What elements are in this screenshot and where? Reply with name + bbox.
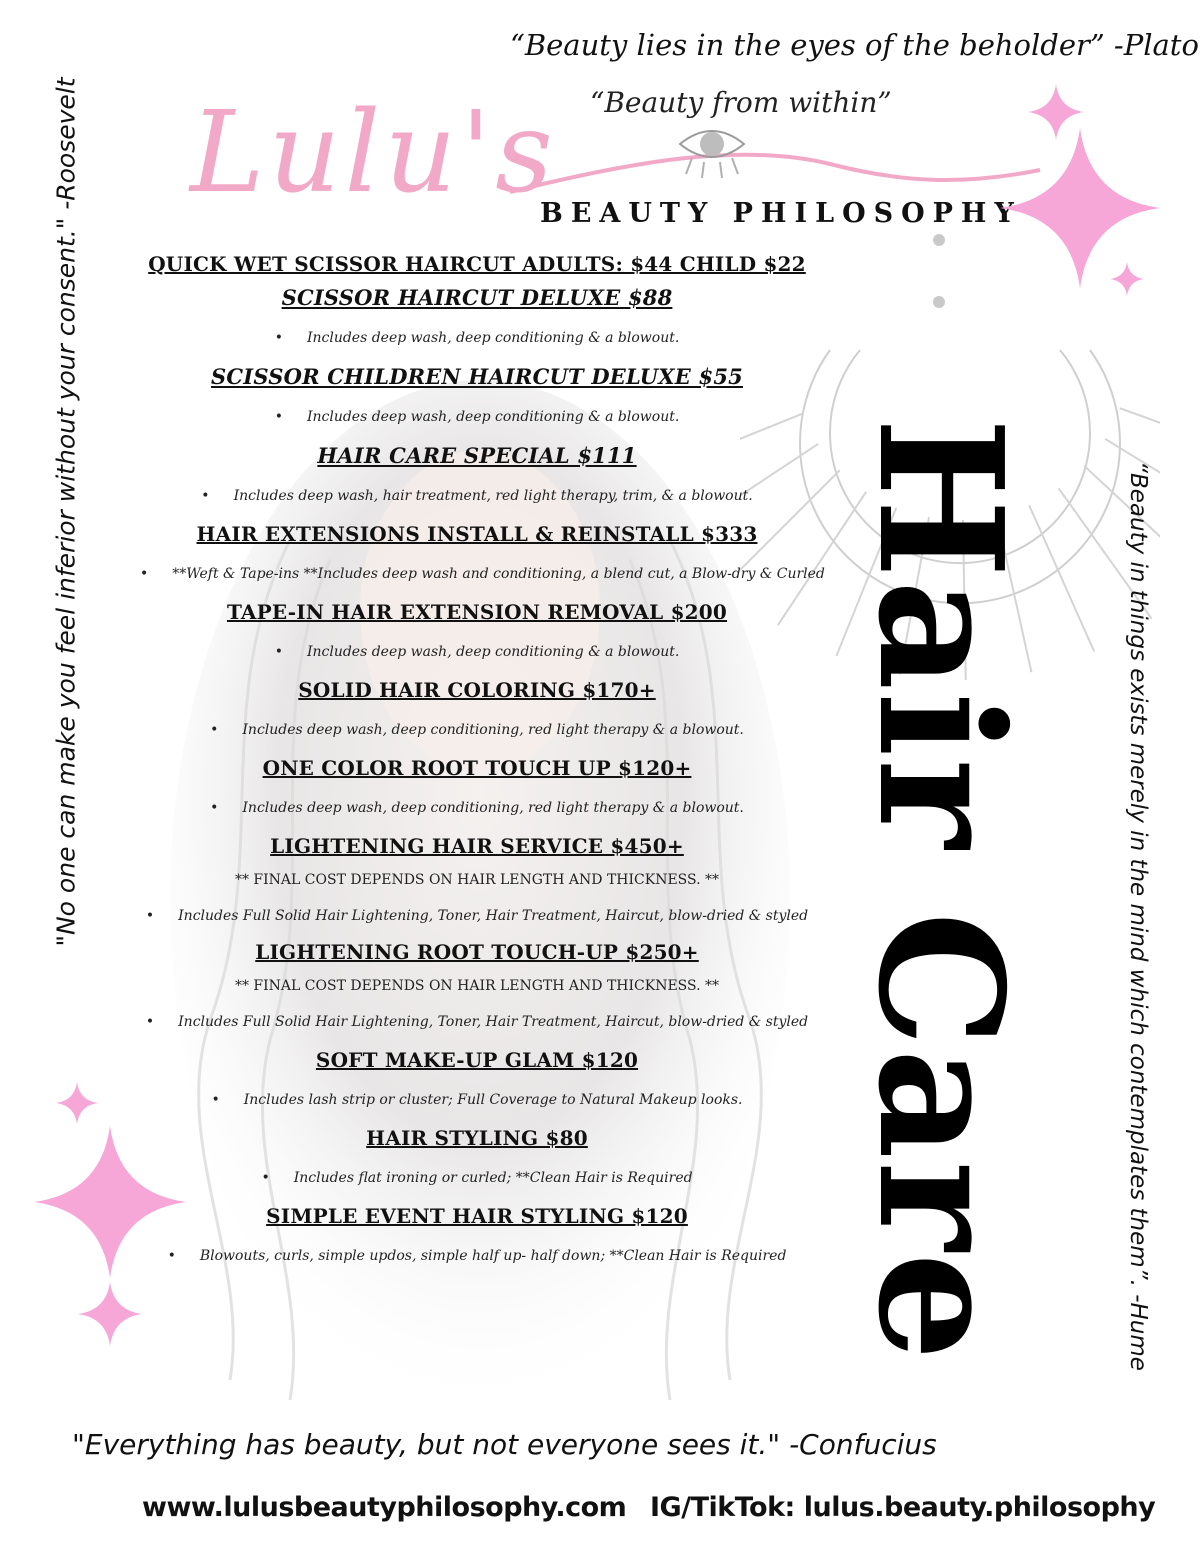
service-title: SCISSOR HAIRCUT DELUXE $88 xyxy=(281,285,673,310)
right-vertical-quote: “Beauty in things exists merely in the mind which contemplates them”. -Hume xyxy=(1125,461,1151,1371)
service-detail: • Includes deep wash, deep conditioning & a blowout. xyxy=(140,644,814,660)
service-detail: • Blowouts, curls, simple updos, simple half up- half down; **Clean Hair is Required xyxy=(140,1248,814,1264)
service-title: LIGHTENING HAIR SERVICE $450+ xyxy=(270,834,684,858)
bottom-quote: "Everything has beauty, but not everyone sees it." -Confucius xyxy=(72,1428,937,1461)
service-menu xyxy=(140,252,825,1264)
service-detail: • **Weft & Tape-ins **Includes deep wash and conditioning, a blend cut, a Blow-dry & Curled xyxy=(140,566,814,582)
logo-subtitle: BEAUTY PHILOSOPHY xyxy=(540,198,1022,229)
sparkle-icon xyxy=(78,1282,142,1346)
service-title: SOFT MAKE-UP GLAM $120 xyxy=(315,1048,639,1072)
social-handle[interactable]: IG/TikTok: lulus.beauty.philosophy xyxy=(650,1492,1156,1523)
logo-tagline: “Beauty from within” xyxy=(590,86,892,119)
service-detail: • Includes Full Solid Hair Lightening, Toner, Hair Treatment, Haircut, blow-dried & styled xyxy=(140,1014,814,1030)
service-title: HAIR EXTENSIONS INSTALL & REINSTALL $333 xyxy=(196,522,758,546)
service-title: TAPE-IN HAIR EXTENSION REMOVAL $200 xyxy=(226,600,728,624)
service-detail: • Includes deep wash, deep conditioning & a blowout. xyxy=(140,330,814,346)
service-detail: • Includes deep wash, deep conditioning & a blowout. xyxy=(140,409,814,425)
service-note: ** FINAL COST DEPENDS ON HAIR LENGTH AND THICKNESS. ** xyxy=(234,978,720,994)
website-link[interactable]: www.lulusbeautyphilosophy.com xyxy=(142,1492,627,1523)
service-note: ** FINAL COST DEPENDS ON HAIR LENGTH AND THICKNESS. ** xyxy=(234,872,720,888)
service-detail: • Includes lash strip or cluster; Full Coverage to Natural Makeup looks. xyxy=(140,1092,814,1108)
service-title: HAIR CARE SPECIAL $111 xyxy=(317,443,637,468)
left-vertical-quote: "No one can make you feel inferior without your consent." -Roosevelt xyxy=(51,77,81,947)
service-title: SCISSOR CHILDREN HAIRCUT DELUXE $55 xyxy=(211,364,743,389)
service-title: SOLID HAIR COLORING $170+ xyxy=(298,678,656,702)
hair-care-heading: Hair Care xyxy=(840,417,1040,1363)
sparkle-icon xyxy=(1110,262,1144,296)
top-quote: “Beauty lies in the eyes of the beholder” -Plato xyxy=(510,28,1199,62)
service-title: SIMPLE EVENT HAIR STYLING $120 xyxy=(266,1204,688,1228)
service-detail: • Includes deep wash, deep conditioning, red light therapy & a blowout. xyxy=(140,800,814,816)
service-title: QUICK WET SCISSOR HAIRCUT ADULTS: $44 CHILD $22 xyxy=(148,252,806,276)
service-title: LIGHTENING ROOT TOUCH-UP $250+ xyxy=(255,940,699,964)
sparkle-icon xyxy=(56,1082,98,1124)
service-title: HAIR STYLING $80 xyxy=(366,1126,588,1150)
service-detail: • Includes deep wash, hair treatment, red light therapy, trim, & a blowout. xyxy=(140,488,814,504)
service-detail: • Includes flat ironing or curled; **Clean Hair is Required xyxy=(140,1170,814,1186)
service-detail: • Includes Full Solid Hair Lightening, Toner, Hair Treatment, Haircut, blow-dried & styled xyxy=(140,908,814,924)
service-detail: • Includes deep wash, deep conditioning, red light therapy & a blowout. xyxy=(140,722,814,738)
logo-script-name: Lulu's xyxy=(190,88,557,218)
service-title: ONE COLOR ROOT TOUCH UP $120+ xyxy=(262,756,692,780)
